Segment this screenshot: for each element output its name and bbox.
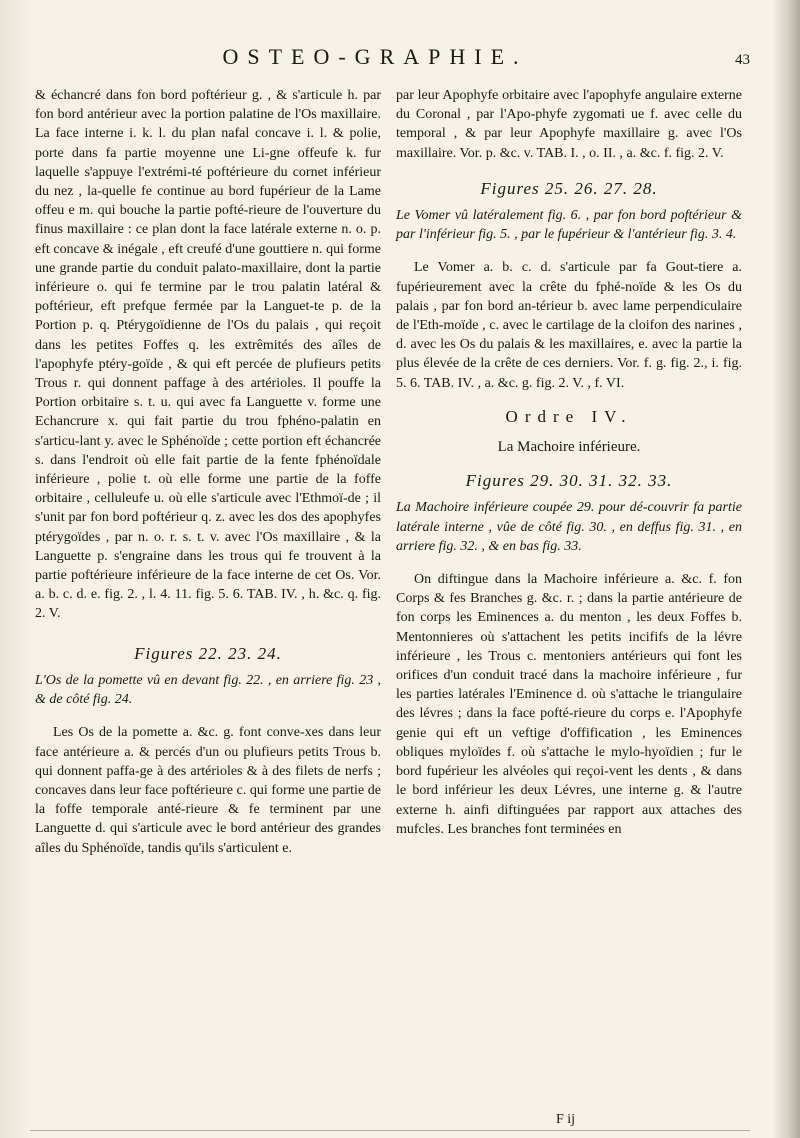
figures-heading-22-24: Figures 22. 23. 24.	[134, 643, 282, 663]
bottom-rule	[30, 1130, 750, 1131]
page-number: 43	[735, 52, 750, 68]
running-title: OSTEO-GRAPHIE.	[222, 44, 528, 69]
left-paragraph-1: & échancré dans fon bord poftérieur g. , & s'articule h. par fon bord antérieur avec la portion palatine de l'Os maxillaire. La face interne i. k. l. du plan nafal concave i. l. & polie, porte dans fa partie moyenne une Li-gne offeufe k. fur laquelle s'appuye l'extrémi-té poftérieure du cornet inférieur du nez , la-quelle fe continue au bord fupérieur de la Lame offeu e m. qui bouche la partie pofté-rieure de l'ouverture du finus maxillaire : ce plan dont la face latérale externe n. o. p. eft concave & inégale , eft creufé d'une gouttiere n. qui forme une grande partie du conduit palato-maxillaire, dont la partie inférieure o. qui fe termine par le trou palatin latéral & poftérieur, eft prefque fermée par la Languet-te p. de la Portion p. q. Ptérygoïdienne de l'Os du palais , qui reçoit dans les petites Foffes q. les extrêmités des aîles de l'apophyfe ptéry-goïde , & qui eft percée de plufieurs petits Trous r. qui donnent paffage à des artérioles. Il pouffe la Portion orbitaire s. t. u. qui avec fa Languette v. forme une Echancrure x. qui fait partie du trou fphéno-palatin en s'articu-lant y. avec le Sphénoïde ; cette portion eft échancrée s. dans l'endroit où elle fait partie de la fente fphénoïdale inférieure , polie t. où elle forme une partie de la foffe orbitaire , celluleufe u. où elle s'articule avec l'Ethmoï-de ; il s'unit par fon bord poftérieur q. z. avec les dos des apophyfes ptérygoïdes , par n. o. r. s. t. v. avec l'Os maxillaire , & la Languette p. s'engraine dans les trous qui fe trouvent à la partie poftérieure inférieure de la face interne de cet Os. Vor. a. b. c. d. e. fig. 2. , l. 4. 11. fig. 5. 6. TAB. IV. , h. &c. q. fig. 2. V.	[35, 88, 381, 622]
ordre-heading: Ordre IV.	[505, 406, 633, 426]
binding-shadow	[772, 0, 800, 1138]
spacer	[35, 624, 381, 638]
page-header	[30, 44, 750, 78]
right-paragraph-2: Le Vomer a. b. c. d. s'articule par fa Gout-tiere a. fupérieurement avec la crête du fphé-noïde & les Os du palais , par fon bord an-térieur b. avec lame perpendiculaire de l'Eth-moïde , c. avec le cartilage de la cloifon des narines , d. avec les Os du palais & les maxillaires, e. avec la partie la plus élevée de la crête de ces derniers. Vor. f. g. fig. 2., i. fig. 5. 6. TAB. IV. , a. &c. g. fig. 2. V. , f. VI.	[396, 260, 742, 391]
section-title: La Machoire inférieure.	[497, 439, 641, 456]
figure-caption-pomette: L'Os de la pomette vû en devant fig. 22. , en arriere fig. 23 , & de côté fig. 24.	[35, 672, 381, 708]
left-column	[35, 86, 381, 858]
figure-caption-machoire: La Machoire inférieure coupée 29. pour dé-couvrir fa partie latérale interne , vûe de côté fig. 30. , en deffus fig. 31. , en arriere fig. 32. , & en bas fig. 33.	[396, 500, 742, 554]
right-paragraph-3: On diftingue dans la Machoire inférieure a. &c. f. fon Corps & fes Branches g. &c. r. ; dans la partie antérieure de fon corps les Eminences a. du menton , les deux Foffes b. Mentonnieres où s'attachent les petits incififs de la lévre inférieure , les Trous c. mentoniers antérieurs qui font les orifices d'un conduit tracé dans la machoire inférieure , fur les parties latérales l'Eminence d. où s'attache le triangulaire des lévres ; dans la face pofté-rieure du corps e. l'Apophyfe genie qui eft un veftige d'offification , les Eminences obliques myloïdes f. où s'attache le mylo-hyoïdien ; fur le bord fupérieur les alvéoles qui reçoi-vent les dents , & dans le bord inférieur les deux Lévres, une interne g. & l'autre externe h. ainfi diftinguées par rapport aux attaches des mufcles. Les branches font terminées en	[396, 572, 742, 837]
left-paragraph-2: Les Os de la pomette a. &c. g. font conve-xes dans leur face antérieure a. & percés d'un ou plufieurs petits Trous b. qui donnent paffa-ge à des artérioles & à des filets de nerfs ; concaves dans leur face poftérieure c. qui forme une partie de la foffe temporale anté-rieure & fe terminent par une Languette d. qui s'articule avec le bord antérieur des grandes aîles du Sphénoïde, tandis qu'ils s'articulent e.	[35, 725, 381, 856]
right-column	[396, 86, 742, 839]
figures-heading-25-28: Figures 25. 26. 27. 28.	[480, 178, 658, 198]
right-paragraph-1: par leur Apophyfe orbitaire avec l'apophyfe angulaire externe du Coronal , par l'Apo-phyfe zygomati ue f. avec celle du temporal , & par leur Apophyfe maxillaire g. avec l'Os maxillaire. Vor. p. &c. v. TAB. I. , o. II. , a. &c. f. fig. 2. V.	[396, 88, 742, 161]
figure-caption-vomer: Le Vomer vû latéralement fig. 6. , par fon bord poftérieur & par l'inférieur fig. 5. , par le fupérieur & l'antérieur fig. 3. 4.	[396, 208, 742, 243]
figures-heading-29-33: Figures 29. 30. 31. 32. 33.	[465, 471, 673, 491]
signature-mark: F ij	[556, 1112, 576, 1127]
